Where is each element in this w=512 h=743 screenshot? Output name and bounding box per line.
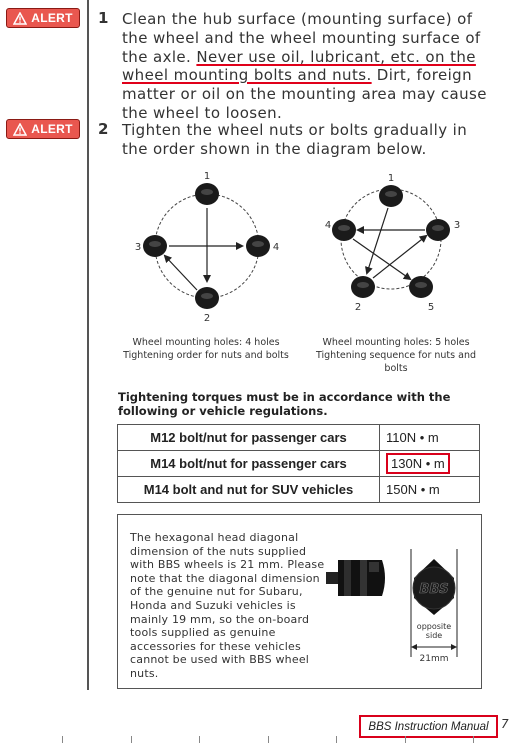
alert-label: ALERT [31, 11, 73, 25]
caption-line: Tightening order for nuts and bolts [123, 350, 289, 361]
table-row [118, 477, 480, 503]
hole-label: 4 [324, 220, 332, 231]
caption-line: Wheel mounting holes: 5 holes [322, 337, 470, 348]
nut-icon [246, 235, 270, 257]
warning-triangle-icon [13, 12, 27, 25]
torque-value [380, 425, 480, 451]
five-hole-caption [303, 336, 489, 375]
dimension-label: 21mm [419, 654, 449, 664]
nut-top-view-icon [413, 559, 455, 615]
margin-divider [87, 0, 89, 690]
hole-label: 1 [387, 173, 395, 184]
hole-label: 1 [203, 171, 211, 182]
torque-table [117, 424, 480, 503]
nut-icon [332, 219, 356, 241]
crop-tick [473, 736, 474, 743]
step-1-text [122, 10, 494, 123]
alert-badge [6, 8, 80, 28]
nut-side-view-icon [326, 560, 385, 596]
nut-icon [379, 185, 403, 207]
crop-tick [199, 736, 200, 743]
step-1-warning: Never use oil, lubricant, etc. on the wheel mounting bolts and nuts. [122, 47, 476, 85]
five-hole-diagram [318, 168, 468, 318]
torque-label: M12 bolt/nut for passenger cars [118, 425, 380, 451]
torque-value-text: 110N • m [386, 430, 439, 445]
nut-icon [195, 287, 219, 309]
torque-value-text: 150N • m [386, 482, 440, 497]
hole-label: 2 [203, 313, 211, 324]
torque-value-highlighted: 130N • m [386, 453, 450, 474]
hole-label: 5 [427, 302, 435, 313]
caption-line: Wheel mounting holes: 4 holes [132, 337, 280, 348]
nut-note-text: The hexagonal head diagonal dimension of the nuts supplied with BBS wheels is 21 mm. Please note that the diagonal dimension of the genuine nut for Subaru, Honda and Suzuki vehicles is mainly 19 mm, so the on-board tools supplied as genuine accessories for these vehicles cannot be used with BBS wheel nuts. [130, 531, 325, 680]
torque-heading: Tightening torques must be in accordance with the following or vehicle regulations. [118, 390, 451, 418]
crop-tick [62, 736, 63, 743]
table-row [118, 451, 480, 477]
torque-label: M14 bolt and nut for SUV vehicles [118, 477, 380, 503]
four-hole-diagram [130, 168, 290, 326]
step-1-text-a: Clean the hub surface (mounting surface) of the wheel and the wheel mounting surface of the axle. [122, 10, 481, 66]
warning-triangle-icon [13, 123, 27, 136]
manual-title: BBS Instruction Manual [359, 715, 498, 738]
torque-value [380, 451, 480, 477]
nut-logo: BBS [419, 582, 449, 597]
step-1-text-b: Dirt, foreign matter or oil on the mounting area may cause the wheel to loosen. [122, 66, 487, 122]
crop-tick [405, 736, 406, 743]
nut-illustration [322, 545, 472, 667]
crop-tick [336, 736, 337, 743]
opposite-side-label: opposite side [416, 622, 452, 640]
four-hole-caption [118, 336, 294, 362]
hole-label: 3 [134, 242, 142, 253]
hole-label: 2 [354, 302, 362, 313]
nut-icon [426, 219, 450, 241]
step-number: 2 [98, 120, 109, 138]
page-number: 7 [501, 717, 509, 731]
alert-label: ALERT [31, 122, 73, 136]
caption-line: Tightening sequence for nuts and bolts [316, 350, 476, 374]
nut-icon [195, 183, 219, 205]
torque-value [380, 477, 480, 503]
hole-label: 4 [272, 242, 280, 253]
hole-label: 3 [453, 220, 461, 231]
nut-icon [143, 235, 167, 257]
table-row [118, 425, 480, 451]
torque-label: M14 bolt/nut for passenger cars [118, 451, 380, 477]
nut-icon [409, 276, 433, 298]
step-number: 1 [98, 9, 109, 27]
step-2-text: Tighten the wheel nuts or bolts gradually in the order shown in the diagram below. [122, 121, 468, 158]
alert-badge [6, 119, 80, 139]
crop-tick [268, 736, 269, 743]
crop-tick [131, 736, 132, 743]
nut-icon [351, 276, 375, 298]
